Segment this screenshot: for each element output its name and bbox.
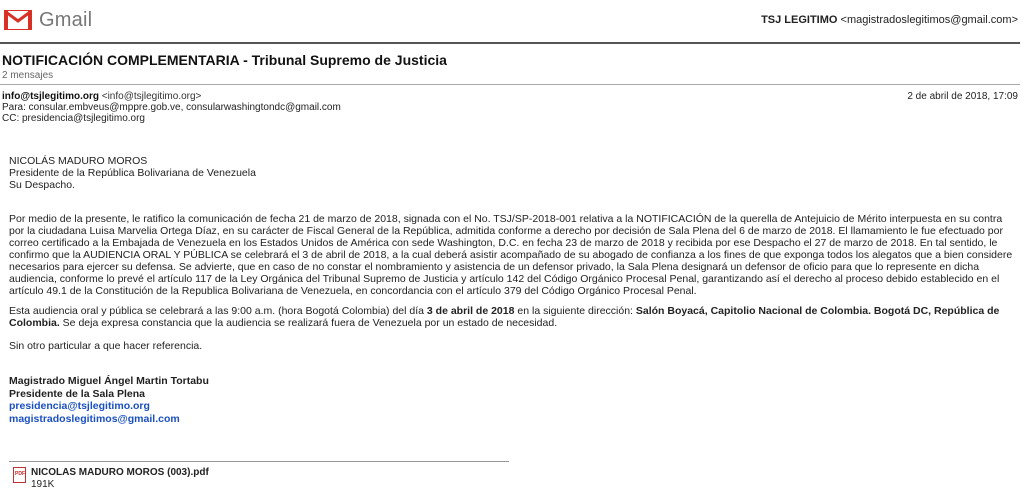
attachment-name[interactable]: NICOLAS MADURO MOROS (003).pdf <box>31 467 209 478</box>
to-recipients: Para: consular.embveus@mppre.gob.ve, consularwashingtondc@gmail.com <box>2 102 341 113</box>
paragraph-2-text-a: Esta audiencia oral y pública se celebrará a las 9:00 a.m. (hora Bogotá Colombia) del día <box>9 305 427 317</box>
signature-email-link[interactable]: presidencia@tsjlegitimo.org <box>9 400 150 412</box>
account-email: <magistradoslegitimos@gmail.com> <box>840 14 1018 26</box>
hearing-date: 3 de abril de 2018 <box>426 305 515 317</box>
cc-recipients: CC: presidencia@tsjlegitimo.org <box>2 113 145 124</box>
thread-subject: NOTIFICACIÓN COMPLEMENTARIA - Tribunal Supremo de Justicia <box>2 52 447 68</box>
pdf-file-icon <box>13 467 26 483</box>
top-bar <box>0 0 1024 40</box>
paragraph-2-text-c: en la siguiente dirección: <box>514 305 636 317</box>
hearing-location: Salón Boyacá, Capitolio Nacional de Colombia. Bogotá DC, República de Colombia. <box>9 305 1000 329</box>
attachment[interactable] <box>13 467 209 491</box>
body-paragraph-2 <box>9 305 1019 329</box>
signature-name: Magistrado Miguel Ángel Martin Tortabu <box>9 375 209 387</box>
recipient-block <box>9 155 1019 191</box>
message-date: 2 de abril de 2018, 17:09 <box>907 91 1018 102</box>
paragraph-2-text-e: Se deja expresa constancia que la audiencia se realizará fuera de Venezuela por un estado de necesidad. <box>59 317 558 329</box>
pdf-icon-label: PDF <box>15 471 25 477</box>
message-divider <box>0 84 1020 85</box>
signature-email-link-2[interactable]: magistradoslegitimos@gmail.com <box>9 412 180 425</box>
gmail-envelope-icon <box>4 10 32 30</box>
account-name: TSJ LEGITIMO <box>761 14 838 26</box>
recipient-title: Presidente de la República Bolivariana de Venezuela <box>9 167 256 179</box>
attachment-size: 191K <box>31 479 55 490</box>
recipient-greeting: Su Despacho. <box>9 179 75 191</box>
gmail-logo-text: Gmail <box>39 9 93 31</box>
message-header <box>2 91 341 124</box>
body-paragraph-1: Por medio de la presente, le ratifico la comunicación de fecha 21 de marzo de 2018, signada con el No. TSJ/SP-2018-001 relativa a la NOTIFICACIÓN de la querella de Antejuicio de Mérito interpuesta en su contra por la ciudadana Luisa Marvelia Ortega Díaz, en su carácter de Fiscal General de la República, admitida conforme a derecho por decisión de Sala Plena del 6 de marzo de 2018. El llamamiento le fue efectuado por correo certificado a la Embajada de Venezuela en los Estados Unidos de América con sede Washington, D.C. en fecha 23 de marzo de 2018 y recibida por ese Despacho el 27 de marzo de 2018. En tal sentido, le confirmo que la AUDIENCIA ORAL Y PÚBLICA se celebrará el 3 de abril de 2018, a la cual deberá asistir acompañado de su abogado de confianza a los fines de que exponga todos los alegatos que a bien considere necesarios para ejercer su defensa. Se advierte, que en caso de no constar el nombramiento y asistencia de un defensor privado, la Sala Plena designará un defensor de oficio para que lo represente en dicha audiencia, conforme lo prevé el artículo 117 de la Ley Orgánica del Tribunal Supremo de Justicia y artículo 142 del Código Orgánico Procesal Penal, garantizando así el derecho al proceso debido establecido en el artículo 49.1 de la Constitución de la Republica Bolivariana de Venezuela, en concordancia con el artículo 379 del Código Orgánico Procesal Penal. <box>9 213 1013 297</box>
gmail-logo[interactable] <box>4 10 92 30</box>
sender-name[interactable]: info@tsjlegitimo.org <box>2 91 99 102</box>
recipient-name: NICOLÁS MADURO MOROS <box>9 155 148 167</box>
message-count: 2 mensajes <box>2 70 54 81</box>
header-divider <box>0 42 1020 44</box>
signature <box>9 375 209 425</box>
sender-email: <info@tsjlegitimo.org> <box>101 91 202 102</box>
body-paragraph-3: Sin otro particular a que hacer referencia. <box>9 340 203 352</box>
signature-role: Presidente de la Sala Plena <box>9 387 145 400</box>
account-identity <box>761 14 1018 26</box>
attachment-divider <box>9 461 509 462</box>
